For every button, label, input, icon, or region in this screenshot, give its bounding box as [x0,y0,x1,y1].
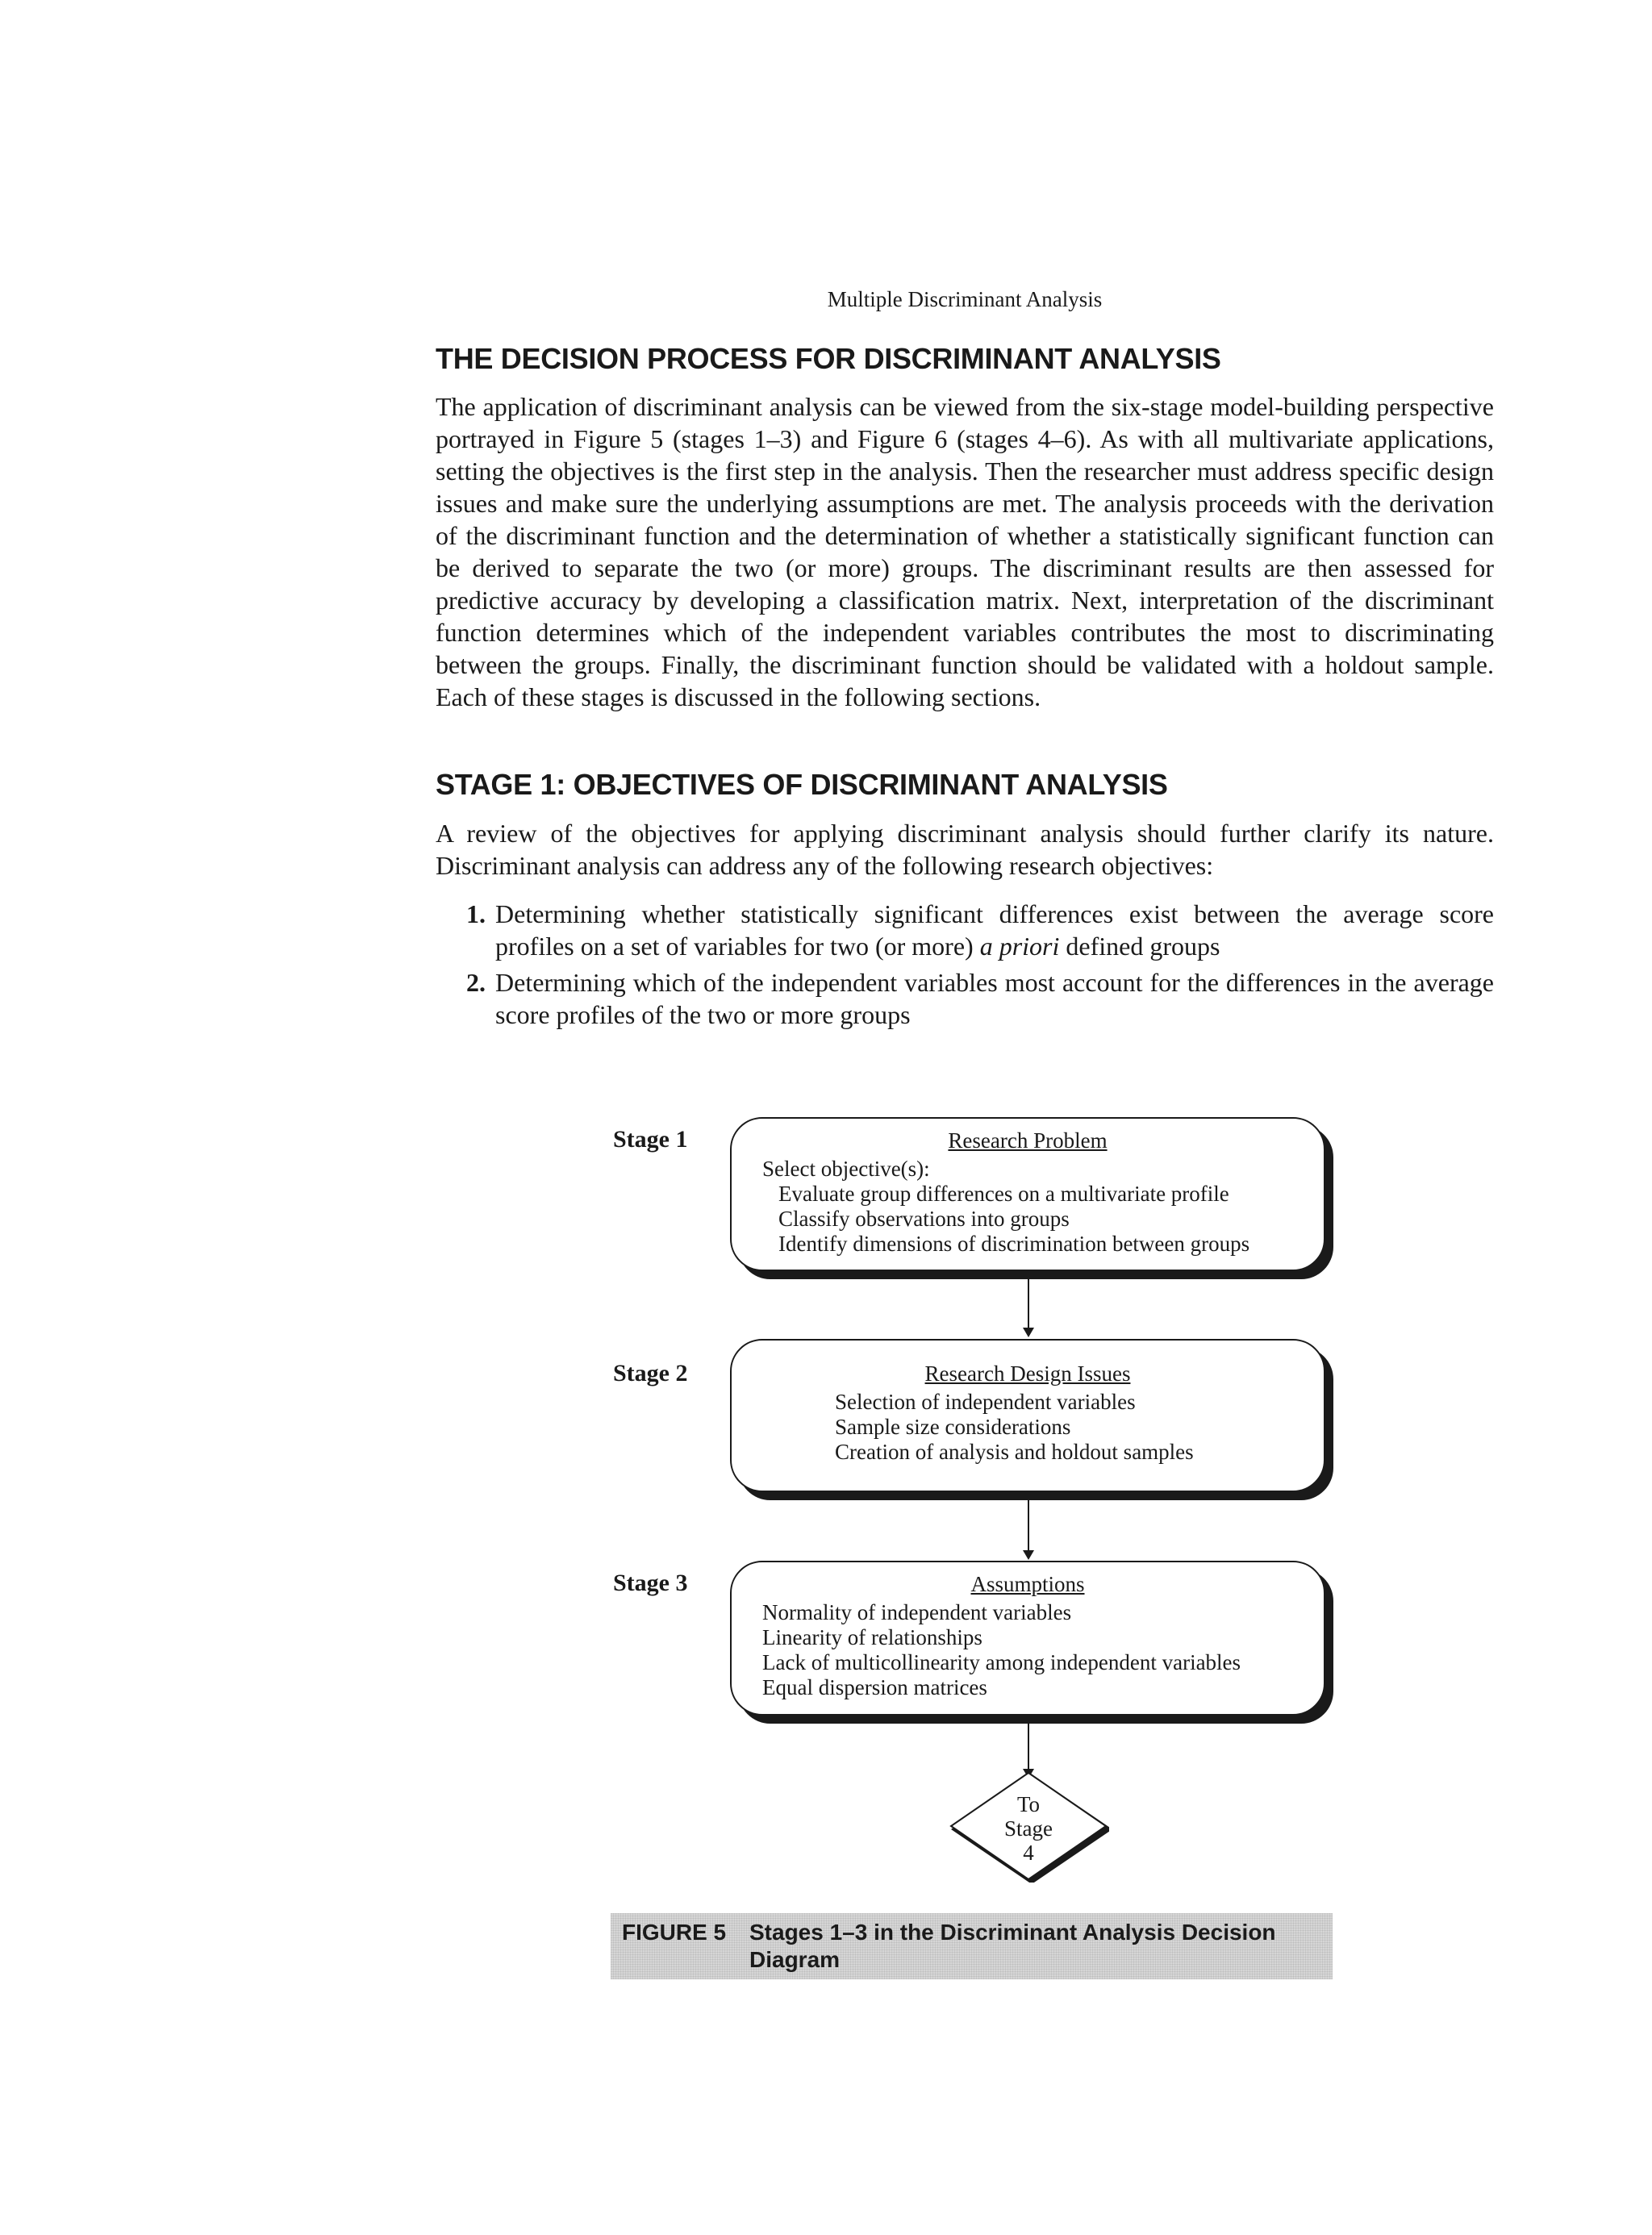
connector-line-number: 4 [1023,1841,1034,1865]
stage-1-line: Identify dimensions of discrimination between groups [778,1232,1250,1256]
stage-2-line: Selection of independent variables [835,1390,1136,1414]
stage-1-lines [762,1157,1324,1257]
objective-text: Determining which of the independent variables most account for the differences in the average score profiles of the two or more groups [495,968,1494,1029]
stage-1-label: Stage 1 [613,1126,688,1153]
stage-1-title: Research Problem [948,1128,1108,1153]
stage-1-line: Select objective(s): [762,1157,930,1181]
stage-1-line: Classify observations into groups [778,1207,1070,1231]
connector-arrowhead-2 [1023,1550,1034,1560]
to-stage-4-text [948,1792,1109,1865]
figure-caption-text: Stages 1–3 in the Discriminant Analysis Decision Diagram [749,1920,1276,1972]
objective-italic-term: a priori [979,932,1060,961]
objectives-intro-paragraph: A review of the objectives for applying discriminant analysis should further clarify its nature. Discriminant analysis can address any of the following research objectives: [436,819,1494,880]
objective-number: 2. [466,968,486,997]
stage-1-line: Evaluate group differences on a multivariate profile [778,1182,1229,1206]
stage-3-line: Linearity of relationships [762,1625,982,1649]
stage-2-line: Sample size considerations [835,1415,1071,1439]
stage-2-line: Creation of analysis and holdout samples [835,1440,1194,1464]
stage-3-label: Stage 3 [613,1570,688,1596]
objective-text: Determining whether statistically significant differences exist between the average score profiles on a set of variables for two (or more) [495,899,1494,961]
running-head: Multiple Discriminant Analysis [827,287,1103,311]
connector-arrow-3 [1028,1724,1029,1770]
stage-3-line: Normality of independent variables [762,1600,1072,1624]
stage-3-title: Assumptions [970,1572,1085,1596]
stage-3-line: Equal dispersion matrices [762,1675,987,1699]
section-heading-decision-process: THE DECISION PROCESS FOR DISCRIMINANT ANALYSIS [436,342,1221,375]
stage-2-label: Stage 2 [613,1360,688,1386]
connector-arrowhead-1 [1023,1328,1034,1337]
stage-2-lines [835,1390,1324,1465]
decision-process-paragraph: The application of discriminant analysis can be viewed from the six-stage model-building perspective portrayed in Figure 5 (stages 1–3) and Figure 6 (stages 4–6). As with all multivariate applications, setting the objectives is the first step in the analysis. Then the researcher must address specific design issues and make sure the underlying assumptions are met. The analysis proceeds with the derivation of the discriminant function and the determination of whether a statistically significant function can be derived to separate the two (or more) groups. The discriminant results are then assessed for predictive accuracy by developing a classification matrix. Next, interpretation of the discriminant function determines which of the independent variables contributes the most to discriminating between the groups. Finally, the discriminant function should be validated with a holdout sample. Each of these stages is discussed in the following sections. [436,392,1494,711]
section-heading-stage-1: STAGE 1: OBJECTIVES OF DISCRIMINANT ANALYSIS [436,768,1168,801]
connector-line-stage: Stage [1004,1816,1053,1841]
stage-3-lines [762,1600,1324,1700]
stage-3-box [730,1561,1325,1716]
stage-2-title: Research Design Issues [924,1361,1131,1386]
stage-1-box [730,1117,1325,1271]
stage-3-line: Lack of multicollinearity among independent variables [762,1650,1241,1674]
figure-caption [611,1913,1333,1979]
connector-arrow-1 [1028,1279,1029,1328]
figure-caption-label: FIGURE 5 [622,1920,727,1945]
objective-number: 1. [466,899,486,928]
stage-2-box [730,1339,1325,1492]
objective-text-end: defined groups [1059,932,1220,961]
connector-arrow-2 [1028,1500,1029,1550]
connector-line-to: To [1016,1792,1041,1816]
